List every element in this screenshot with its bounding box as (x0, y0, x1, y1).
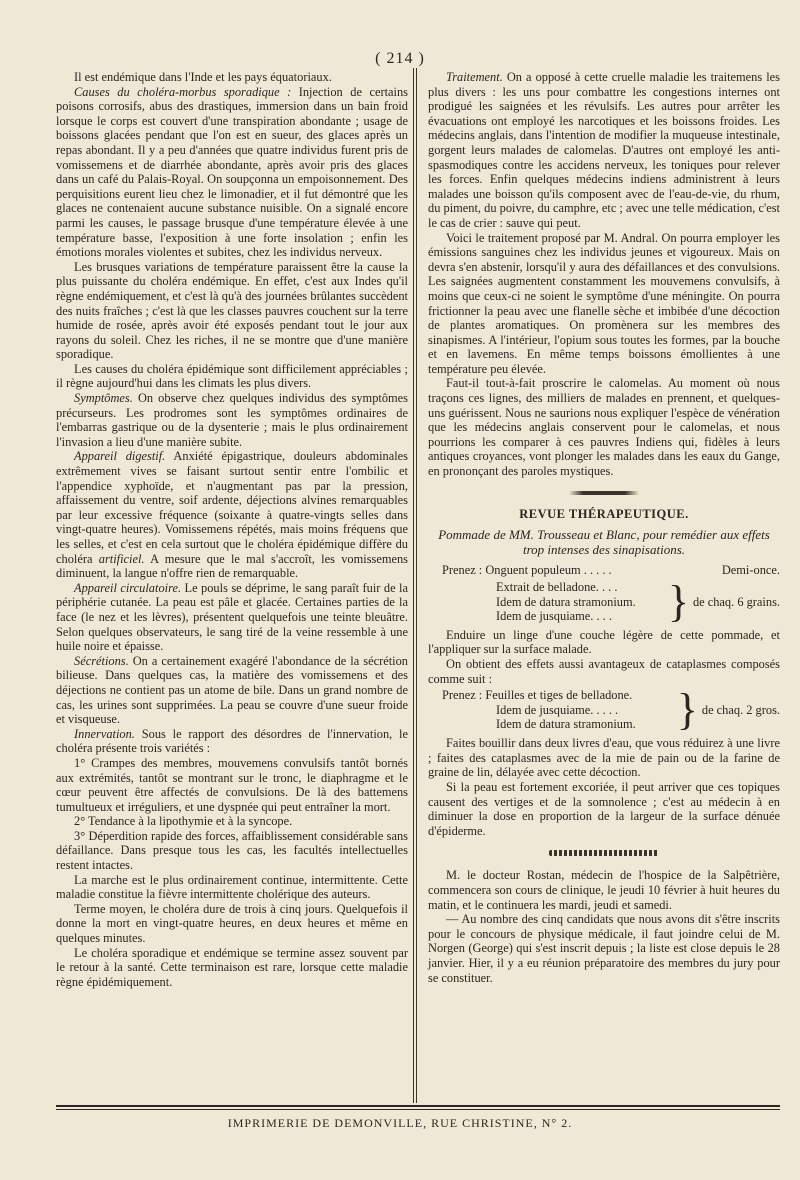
paragraph: Les causes du choléra épidémique sont difficilement appréciables ; il règne aujourd'hui dans les climats les plus divers. (56, 361, 408, 391)
paragraph: On obtient des effets aussi avantageux de cataplasmes composés comme suit : (428, 657, 780, 686)
paragraph (56, 581, 408, 654)
paragraph-text: A mesure que le mal s'accroît, les vomissemens diminuent, la langue n'offre rien de remarquable. (56, 551, 408, 581)
paragraph: Si la peau est fortement excoriée, il peut arriver que ces topiques causent des vertiges et de la somnolence ; c'est au médecin à en diminuer la dose en proportion de la largeur de la surface dénuée d'épiderme. (428, 779, 780, 838)
right-column (428, 70, 780, 985)
left-column (56, 70, 408, 989)
paragraph: 2° Tendance à la lipothymie et à la syncope. (74, 814, 293, 829)
column-divider (413, 68, 417, 1103)
paragraph: — Au nombre des cinq candidats que nous avons dit s'être inscrits pour le concours de physique médicale, il faut joindre celui de M. Norgen (George) qui s'est inscrit depuis ; la liste est close depuis le 28 janvier. Hier, il y a eu réunion préparatoire des membres du jury pour se constituer. (428, 912, 780, 985)
paragraph: M. le docteur Rostan, médecin de l'hospice de la Salpêtrière, commencera son cours de clinique, le jeudi 10 février à huit heures du matin, et le continuera les mardi, jeudi et samedi. (428, 868, 780, 912)
paragraph: 1° Crampes des membres, mouvemens convulsifs tantôt bornés aux extrémités, tantôt se montrant sur le tronc, le diaphragme et le cœur peuvent être affectés de convulsions. De là des battemens tumultueux et irréguliers, et une dyspnée qui peut entraîner la mort. (56, 755, 408, 814)
recipe-items (442, 688, 673, 732)
recipe-block (442, 576, 780, 626)
section-lead: Symptômes. (74, 391, 133, 406)
paragraph: Le choléra sporadique et endémique se termine assez souvent par le retour à la santé. Cette terminaison est rare, lorsque cette maladie règne épidémiquement. (56, 945, 408, 989)
recipe-ingredient: Prenez : Feuilles et tiges de belladone. (442, 688, 633, 703)
paragraph (56, 85, 408, 260)
recipe-ingredient: Idem de datura stramonium. (496, 717, 636, 732)
recipe-block (442, 685, 780, 735)
italic-word: artificiel. (98, 551, 145, 566)
paragraph: La marche est le plus ordinairement continue, intermittente. Cette maladie constitue la fièvre intermittente cholérique des auteurs. (56, 872, 408, 902)
footer-rule-thin (56, 1109, 780, 1110)
paragraph (56, 654, 408, 727)
paragraph: Voici le traitement proposé par M. Andral. On pourra employer les émissions sanguines chez les individus jeunes et vigoureux. Mais on devra s'en abstenir, lorsqu'il y aura des défaillances et des convulsions. Les saignées augmentent constamment les mouvemens convulsifs, à moins que ceux-ci ne soient le symptôme d'une méningite. On pourra frictionner la peau avec une flanelle sèche et imbibée d'une décoction de plantes aromatiques. On promènera sur les membres des sinapismes. A l'intérieur, l'opium sous toutes les formes, par la bouche et en lavemens. En même temps boissons émollientes à une température peu élevée. (428, 230, 780, 376)
section-lead: Sécrétions. (74, 653, 129, 668)
recipe-items (442, 580, 664, 624)
paragraph: Faites bouillir dans deux livres d'eau, que vous réduirez à une livre ; faites des cataplasmes avec de la mie de pain ou de la farine de graine de lin, délayée avec cette décoction. (428, 736, 780, 780)
footer-rule (56, 1105, 780, 1107)
section-lead: Appareil digestif. (74, 449, 166, 464)
section-lead: Innervation. (74, 726, 135, 741)
paragraph: Faut-il tout-à-fait proscrire le calomelas. Au moment où nous traçons ces lignes, des milliers de malades en prennent, et quelques-uns guérissent. Nous ne saurions nous expliquer l'espèce de vénération que les médecins anglais conservent pour le calomelas, et nous pourrions les comparer à ces pauvres Indiens qui, fidèles à leurs antiques croyances, vont plonger les malades dans les eaux du Gange, en prononçant des paroles mystiques. (428, 376, 780, 479)
section-separator (569, 491, 639, 495)
paragraph-text: Anxiété épigastrique, douleurs abdominales extrêmement vives se faisant surtout sentir entre l'ombilic et l'appendice xyphoïde, et n'augmentant pas par la pression, affaissement du ventre, soif ardente, déjections alvines remarquables par leur excessive fréquence (soixante à quatre-vingts selles dans vingt-quatre heures). Vomissemens répétés, mais moins fréquens que les selles, et c'est en cela surtout que le choléra épidémique diffère du choléra (56, 449, 408, 566)
recipe-ingredient: Idem de datura stramonium. (496, 594, 636, 609)
section-title: REVUE THÉRAPEUTIQUE. (519, 506, 689, 521)
recipe-ingredient: Idem de jusquiame. . . . . (496, 702, 619, 717)
paragraph (56, 727, 408, 756)
paragraph-text: Sous le rapport des désordres de l'innervation, le choléra présente trois variétés : (56, 726, 408, 756)
section-lead: Causes du choléra-morbus sporadique : (74, 84, 292, 99)
paragraph: Terme moyen, le choléra dure de trois à cinq jours. Quelquefois il donne la mort en vingt-quatre heures, en deux heures et même en quelques minutes. (56, 901, 408, 946)
recipe-ingredient: Extrait de belladone. . . . (496, 579, 618, 594)
section-lead: Traitement. (446, 70, 503, 84)
brace-glyph: } (667, 576, 689, 626)
recipe-dose: Demi-once. (721, 563, 780, 578)
page-number: ( 214 ) (375, 50, 425, 67)
paragraph-text: On a certainement exagéré l'abondance de la sécrétion bilieuse. Dans quelques cas, la matière des vomissemens et des déjections ne contient pas un atome de bile. Dans un grand nombre de cas, les urines sont supprimées. La peau se couvre d'une sueur froide et visqueuse. (56, 653, 408, 727)
section-lead: Appareil circulatoire. (74, 580, 182, 595)
paragraph (56, 391, 408, 449)
paragraph-text: Le pouls se déprime, le sang paraît fuir de la périphérie cutanée. La peau est pâle et glacée. Certaines parties de la face (le nez et les lèvres), présentent quelquefois une teinte bleuâtre. Selon quelques observateurs, le sang tiré de la veine ressemble à une huile noire et épaisse. (56, 580, 408, 654)
recipe-line (442, 563, 780, 578)
recipe-dose: de chaq. 2 gros. (701, 702, 780, 717)
recipe-ingredient: Prenez : Onguent populeum . . . . . (442, 563, 612, 578)
paragraph-text: On observe chez quelques individus des symptômes précurseurs. Les prodromes sont les symptômes ordinaires de l'embarras gastrique ou de la dysenterie ; mais le plus ordinairement l'invasion a lieu d'une manière subite. (56, 391, 408, 449)
paragraph (56, 449, 408, 580)
recipe-ingredient: Idem de jusquiame. . . . (496, 609, 612, 624)
paragraph: Il est endémique dans l'Inde et les pays équatoriaux. (74, 70, 332, 84)
recipe-dose: de chaq. 6 grains. (692, 594, 780, 609)
paragraph-text: On a opposé à cette cruelle maladie les traitemens les plus divers : les uns pour combattre les congestions internes ont prodigué les saignées et les révulsifs. Les autres pour arrêter les évacuations ont employé les narcotiques et les boissons froides. Les médecins anglais, dans l'intention de modifier la muqueuse intestinale, gorgent leurs malades de calomelas. D'autres ont employé les anti-spasmodiques contre les accidens nerveux, les toniques pour relever les forces. Enfin quelques médecins indiens administrent à leurs malades une boisson qu'ils composent avec de l'eau-de-vie, du rhum, du piment, du poivre, du camphre, etc ; avec une telle médication, c'est le cas de crier : sauve qui peut. (428, 70, 780, 230)
paragraph: Enduire un linge d'une couche légère de cette pommade, et l'appliquer sur la surface malade. (428, 627, 780, 657)
subsection-title: Pommade de MM. Trousseau et Blanc, pour remédier aux effets trop intenses des sinapisations. (438, 527, 770, 558)
brace-glyph: } (676, 685, 698, 735)
paragraph: Les brusques variations de température paraissent être la cause la plus puissante du choléra endémique. En effet, c'est aux Indes qu'il règne endémiquement, et c'est là qu'à des journées brûlantes succèdent des nuits fraîches ; c'est là que les classes pauvres couchent sur la terre humide de rosée, après avoir été exposés pendant tout le jour aux rayons du soleil. Chez les riches, il ne se montre que d'une manière sporadique. (56, 259, 408, 362)
paragraph-text: Injection de certains poisons corrosifs, abus des drastiques, immersion dans un bain froid lorsque le corps est couvert d'une transpiration abondante ; usage de boissons glacées pendant que l'on est en sueur, des glaces après un repas abondant. Il y a peu d'années que quatre individus furent pris de vomissemens et de diarrhée abondante, après avoir pris des glaces dans un café du Palais-Royal. On soupçonna un empoisonnement. Des perquisitions eurent lieu chez le limonadier, et il fut démontré que les glaces ne contenaient aucune substance nuisible. On a signalé encore parmi les causes, le passage brusque d'une température élevée à une température basse, l'exposition à une forte insolation ; enfin les émotions morales violentes et subites, chez les individus nerveux. (56, 84, 408, 260)
imprint-line: IMPRIMERIE DE DEMONVILLE, RUE CHRISTINE, N° 2. (227, 1116, 573, 1130)
paragraph (428, 70, 780, 231)
paragraph: 3° Déperdition rapide des forces, affaiblissement considérable sans défaillance. Dans presque tous les cas, les facultés intellectuelles restent intactes. (56, 828, 408, 873)
ornament-separator (549, 850, 659, 856)
